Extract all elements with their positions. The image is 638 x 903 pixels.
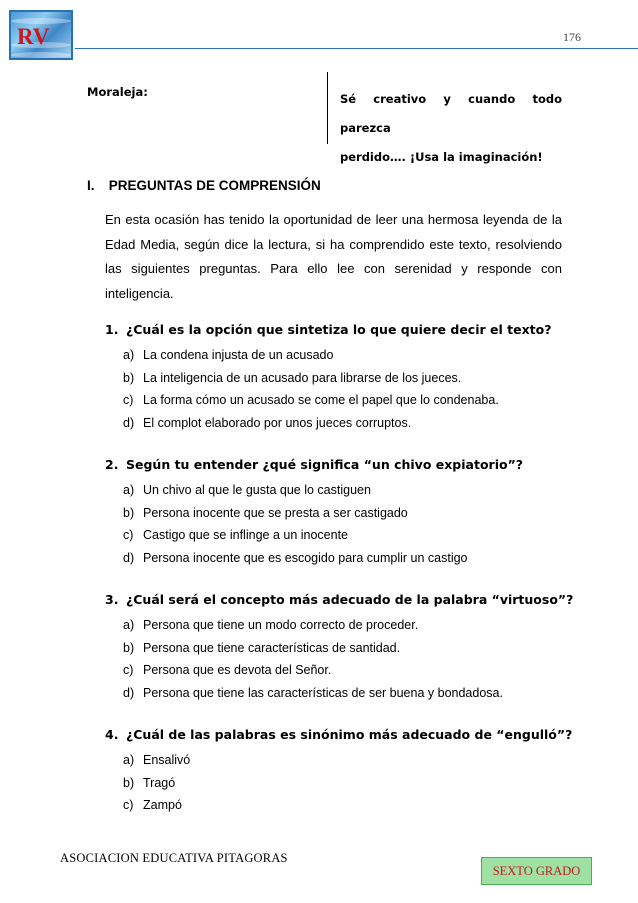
logo bbox=[9, 10, 73, 60]
option-text: La inteligencia de un acusado para librarse de los jueces. bbox=[143, 370, 462, 385]
option-text: Persona que tiene características de santidad. bbox=[143, 640, 401, 655]
question-2-options bbox=[123, 479, 468, 569]
option-letter: b) bbox=[123, 775, 135, 790]
option-item bbox=[123, 659, 503, 682]
option-text: El complot elaborado por unos jueces corruptos. bbox=[143, 415, 412, 430]
option-letter: a) bbox=[123, 618, 135, 632]
option-letter: c) bbox=[123, 663, 134, 677]
question-3-options bbox=[123, 614, 503, 704]
question-text: ¿Cuál será el concepto más adecuado de la palabra “virtuoso”? bbox=[126, 592, 574, 607]
option-letter: c) bbox=[123, 528, 134, 542]
section-title bbox=[87, 178, 321, 193]
option-item bbox=[123, 794, 190, 817]
logo-text: RV bbox=[17, 24, 50, 49]
option-text: Persona que es devota del Señor. bbox=[143, 663, 332, 677]
option-text: Persona que tiene un modo correcto de proceder. bbox=[143, 618, 419, 632]
question-4-options bbox=[123, 749, 190, 817]
question-text: Según tu entender ¿qué significa “un chivo expiatorio”? bbox=[126, 457, 524, 472]
option-item bbox=[123, 344, 499, 367]
question-2 bbox=[105, 457, 523, 472]
moraleja-divider bbox=[327, 72, 328, 144]
question-number: 1. bbox=[105, 322, 119, 337]
option-item bbox=[123, 547, 468, 570]
question-number: 4. bbox=[105, 727, 119, 742]
option-item bbox=[123, 479, 468, 502]
option-text: Ensalivó bbox=[143, 753, 191, 767]
option-item bbox=[123, 614, 503, 637]
moraleja-line-2: perdido…. ¡Usa la imaginación! bbox=[340, 150, 543, 164]
option-item bbox=[123, 412, 499, 435]
option-text: Un chivo al que le gusta que lo castiguen bbox=[143, 483, 371, 497]
option-text: Persona inocente que es escogido para cumplir un castigo bbox=[143, 550, 468, 565]
question-number: 2. bbox=[105, 457, 119, 472]
option-letter: a) bbox=[123, 348, 135, 362]
option-letter: c) bbox=[123, 393, 134, 407]
moraleja-line-1: Sé creativo y cuando todo parezca bbox=[340, 92, 562, 135]
header-divider bbox=[75, 48, 638, 49]
intro-paragraph: En esta ocasión has tenido la oportunidad de leer una hermosa leyenda de la Edad Media, según dice la lectura, si ha comprendido este texto, resolviendo las siguientes preguntas. Para ello lee con serenidad y responde con inteligencia. bbox=[105, 212, 562, 301]
option-item bbox=[123, 637, 503, 660]
option-item bbox=[123, 367, 499, 390]
option-letter: b) bbox=[123, 505, 135, 520]
option-letter: c) bbox=[123, 798, 134, 812]
option-text: Zampó bbox=[143, 798, 182, 812]
option-item bbox=[123, 749, 190, 772]
option-item bbox=[123, 772, 190, 795]
question-number: 3. bbox=[105, 592, 119, 607]
question-text: ¿Cuál de las palabras es sinónimo más adecuado de “engulló”? bbox=[126, 727, 573, 742]
question-3 bbox=[105, 592, 573, 607]
option-letter: d) bbox=[123, 415, 135, 430]
institution-name: ASOCIACION EDUCATIVA PITAGORAS bbox=[60, 851, 288, 865]
moraleja-text bbox=[340, 85, 562, 172]
option-text: La forma cómo un acusado se come el papel que lo condenaba. bbox=[143, 393, 499, 407]
option-letter: b) bbox=[123, 370, 135, 385]
option-text: La condena injusta de un acusado bbox=[143, 348, 334, 362]
section-number: I. bbox=[87, 178, 95, 193]
question-4 bbox=[105, 727, 572, 742]
question-text: ¿Cuál es la opción que sintetiza lo que quiere decir el texto? bbox=[126, 322, 552, 337]
option-letter: d) bbox=[123, 550, 135, 565]
page-number: 176 bbox=[563, 30, 581, 44]
section-title-text: PREGUNTAS DE COMPRENSIÓN bbox=[108, 178, 321, 193]
question-1 bbox=[105, 322, 551, 337]
moraleja-label: Moraleja: bbox=[87, 85, 148, 99]
option-item bbox=[123, 389, 499, 412]
option-letter: b) bbox=[123, 640, 135, 655]
option-text: Tragó bbox=[143, 775, 176, 790]
option-text: Persona que tiene las características de ser buena y bondadosa. bbox=[143, 685, 503, 700]
option-item bbox=[123, 502, 468, 525]
option-letter: a) bbox=[123, 483, 135, 497]
option-letter: d) bbox=[123, 685, 135, 700]
option-item bbox=[123, 524, 468, 547]
option-item bbox=[123, 682, 503, 705]
option-letter: a) bbox=[123, 753, 135, 767]
option-text: Castigo que se inflinge a un inocente bbox=[143, 528, 349, 542]
question-1-options bbox=[123, 344, 499, 434]
grade-badge: SEXTO GRADO bbox=[481, 857, 592, 885]
option-text: Persona inocente que se presta a ser castigado bbox=[143, 505, 408, 520]
